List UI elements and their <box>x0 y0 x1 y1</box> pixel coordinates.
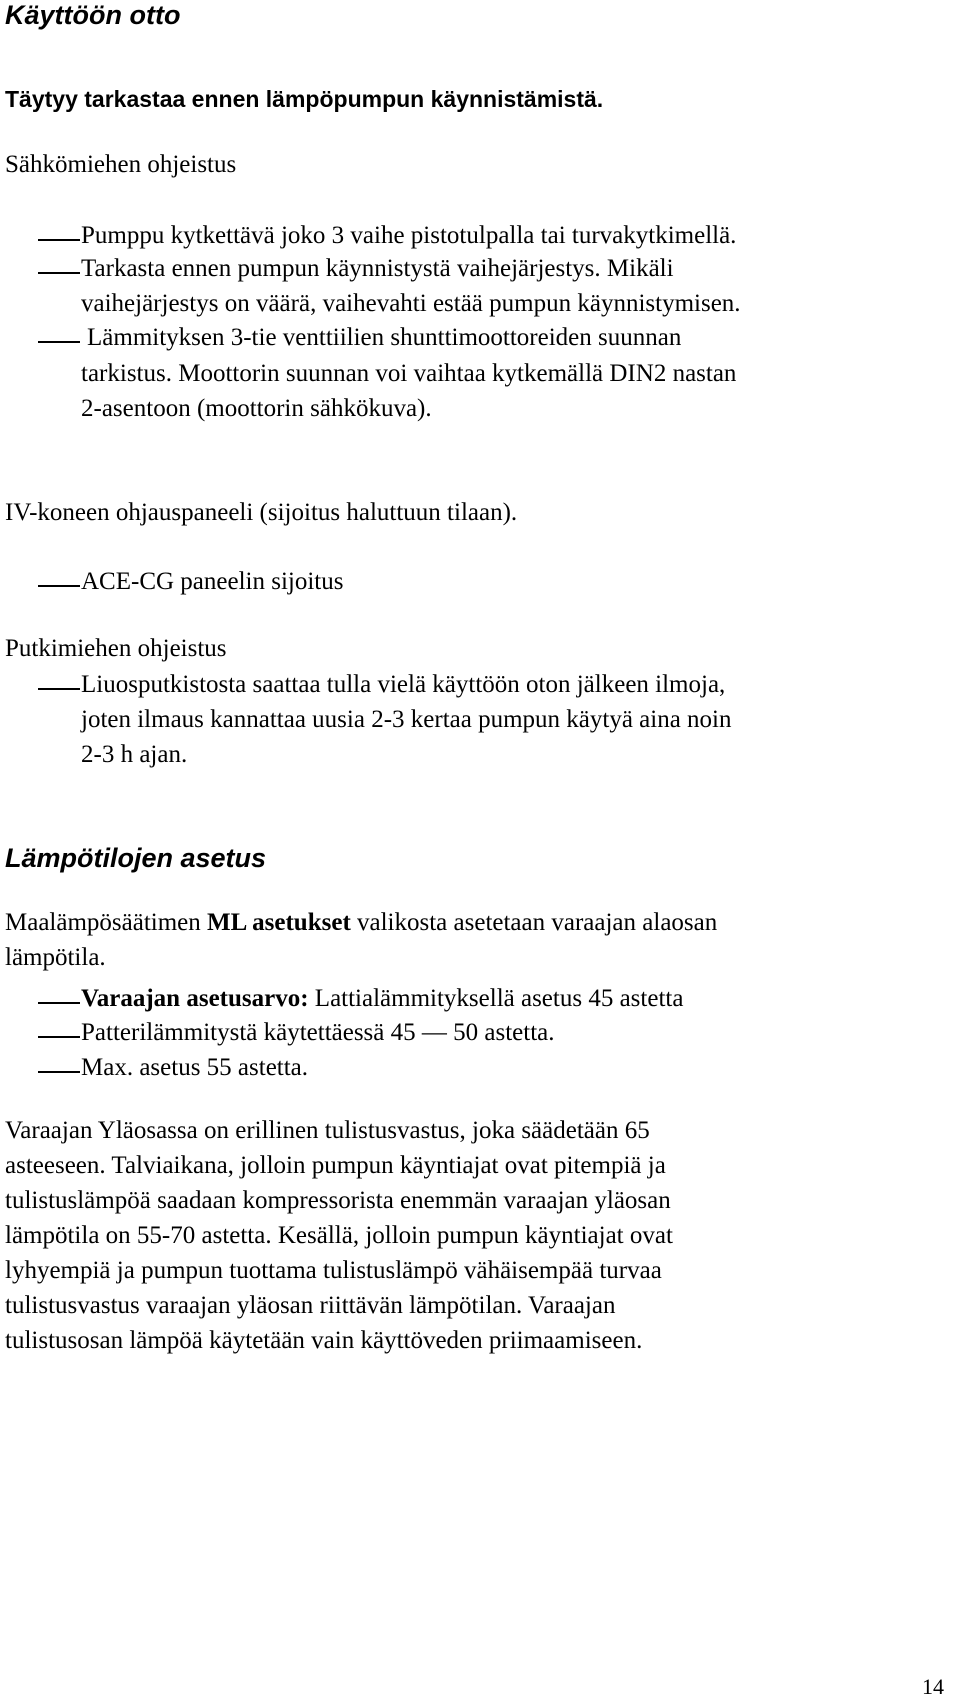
list-item-line: Patterilämmitystä käytettäessä 45 — 50 astetta. <box>81 1019 555 1046</box>
paragraph-line: asteeseen. Talviaikana, jolloin pumpun käyntiajat ovat pitempiä ja <box>5 1152 666 1179</box>
list-item-line: vaihejärjestys on väärä, vaihevahti estää pumpun käynnistymisen. <box>81 290 741 317</box>
list-item-line: Pumppu kytkettävä joko 3 vaihe pistotulpalla tai turvakytkimellä. <box>81 222 737 249</box>
section-heading: Lämpötilojen asetus <box>5 843 267 873</box>
paragraph-line: tulistusosan lämpöä käytetään vain käyttöveden priimaamiseen. <box>5 1327 643 1354</box>
panel-title: IV-koneen ohjauspaneeli (sijoitus haluttuun tilaan). <box>5 499 518 526</box>
paragraph-line: Varaajan Yläosassa on erillinen tulistusvastus, joka säädetään 65 <box>5 1117 650 1144</box>
electrician-title: Sähkömiehen ohjeistus <box>5 151 237 178</box>
bullet-dash <box>38 1002 80 1004</box>
section-subtitle: Täytyy tarkastaa ennen lämpöpumpun käynnistämistä. <box>5 86 604 112</box>
bullet-dash <box>38 585 80 587</box>
page-title: Käyttöön otto <box>5 0 181 30</box>
paragraph-line: tulistuslämpöä saadaan kompressorista enemmän varaajan yläosan <box>5 1187 671 1214</box>
bullet-dash <box>38 1036 80 1038</box>
paragraph-line: tulistusvastus varaajan yläosan riittävän lämpötilan. Varaajan <box>5 1292 616 1319</box>
paragraph-line: lämpötila on 55-70 astetta. Kesällä, jolloin pumpun käyntiajat ovat <box>5 1222 673 1249</box>
list-item-line: Lämmityksen 3-tie venttiilien shunttimoottoreiden suunnan <box>87 324 682 351</box>
temps-intro: Maalämpösäätimen ML asetukset valikosta asetetaan varaajan alaosan <box>5 909 718 936</box>
list-item-line: Tarkasta ennen pumpun käynnistystä vaihejärjestys. Mikäli <box>81 255 674 282</box>
plumber-title: Putkimiehen ohjeistus <box>5 635 227 662</box>
list-item-line: Max. asetus 55 astetta. <box>81 1054 309 1081</box>
list-item-line: Liuosputkistosta saattaa tulla vielä käyttöön oton jälkeen ilmoja, <box>81 671 726 698</box>
temps-intro-line2: lämpötila. <box>5 944 106 971</box>
list-item-line: joten ilmaus kannattaa uusia 2-3 kertaa pumpun käytyä aina noin <box>81 706 732 733</box>
list-item-line: ACE-CG paneelin sijoitus <box>81 568 344 595</box>
bullet-dash <box>38 239 80 241</box>
bullet-dash <box>38 272 80 274</box>
bullet-dash <box>38 1071 80 1073</box>
list-item-line: tarkistus. Moottorin suunnan voi vaihtaa kytkemällä DIN2 nastan <box>81 360 737 387</box>
paragraph-line: lyhyempiä ja pumpun tuottama tulistuslämpö vähäisempää turvaa <box>5 1257 662 1284</box>
list-item-line: Varaajan asetusarvo: Lattialämmityksellä asetus 45 astetta <box>81 985 684 1012</box>
list-item-line: 2-3 h ajan. <box>81 741 188 768</box>
list-item-line: 2-asentoon (moottorin sähkökuva). <box>81 395 432 422</box>
bullet-dash <box>38 341 80 343</box>
bullet-dash <box>38 688 80 690</box>
page-number: 14 <box>922 1674 944 1699</box>
ml-settings-label: ML asetukset <box>207 909 351 936</box>
